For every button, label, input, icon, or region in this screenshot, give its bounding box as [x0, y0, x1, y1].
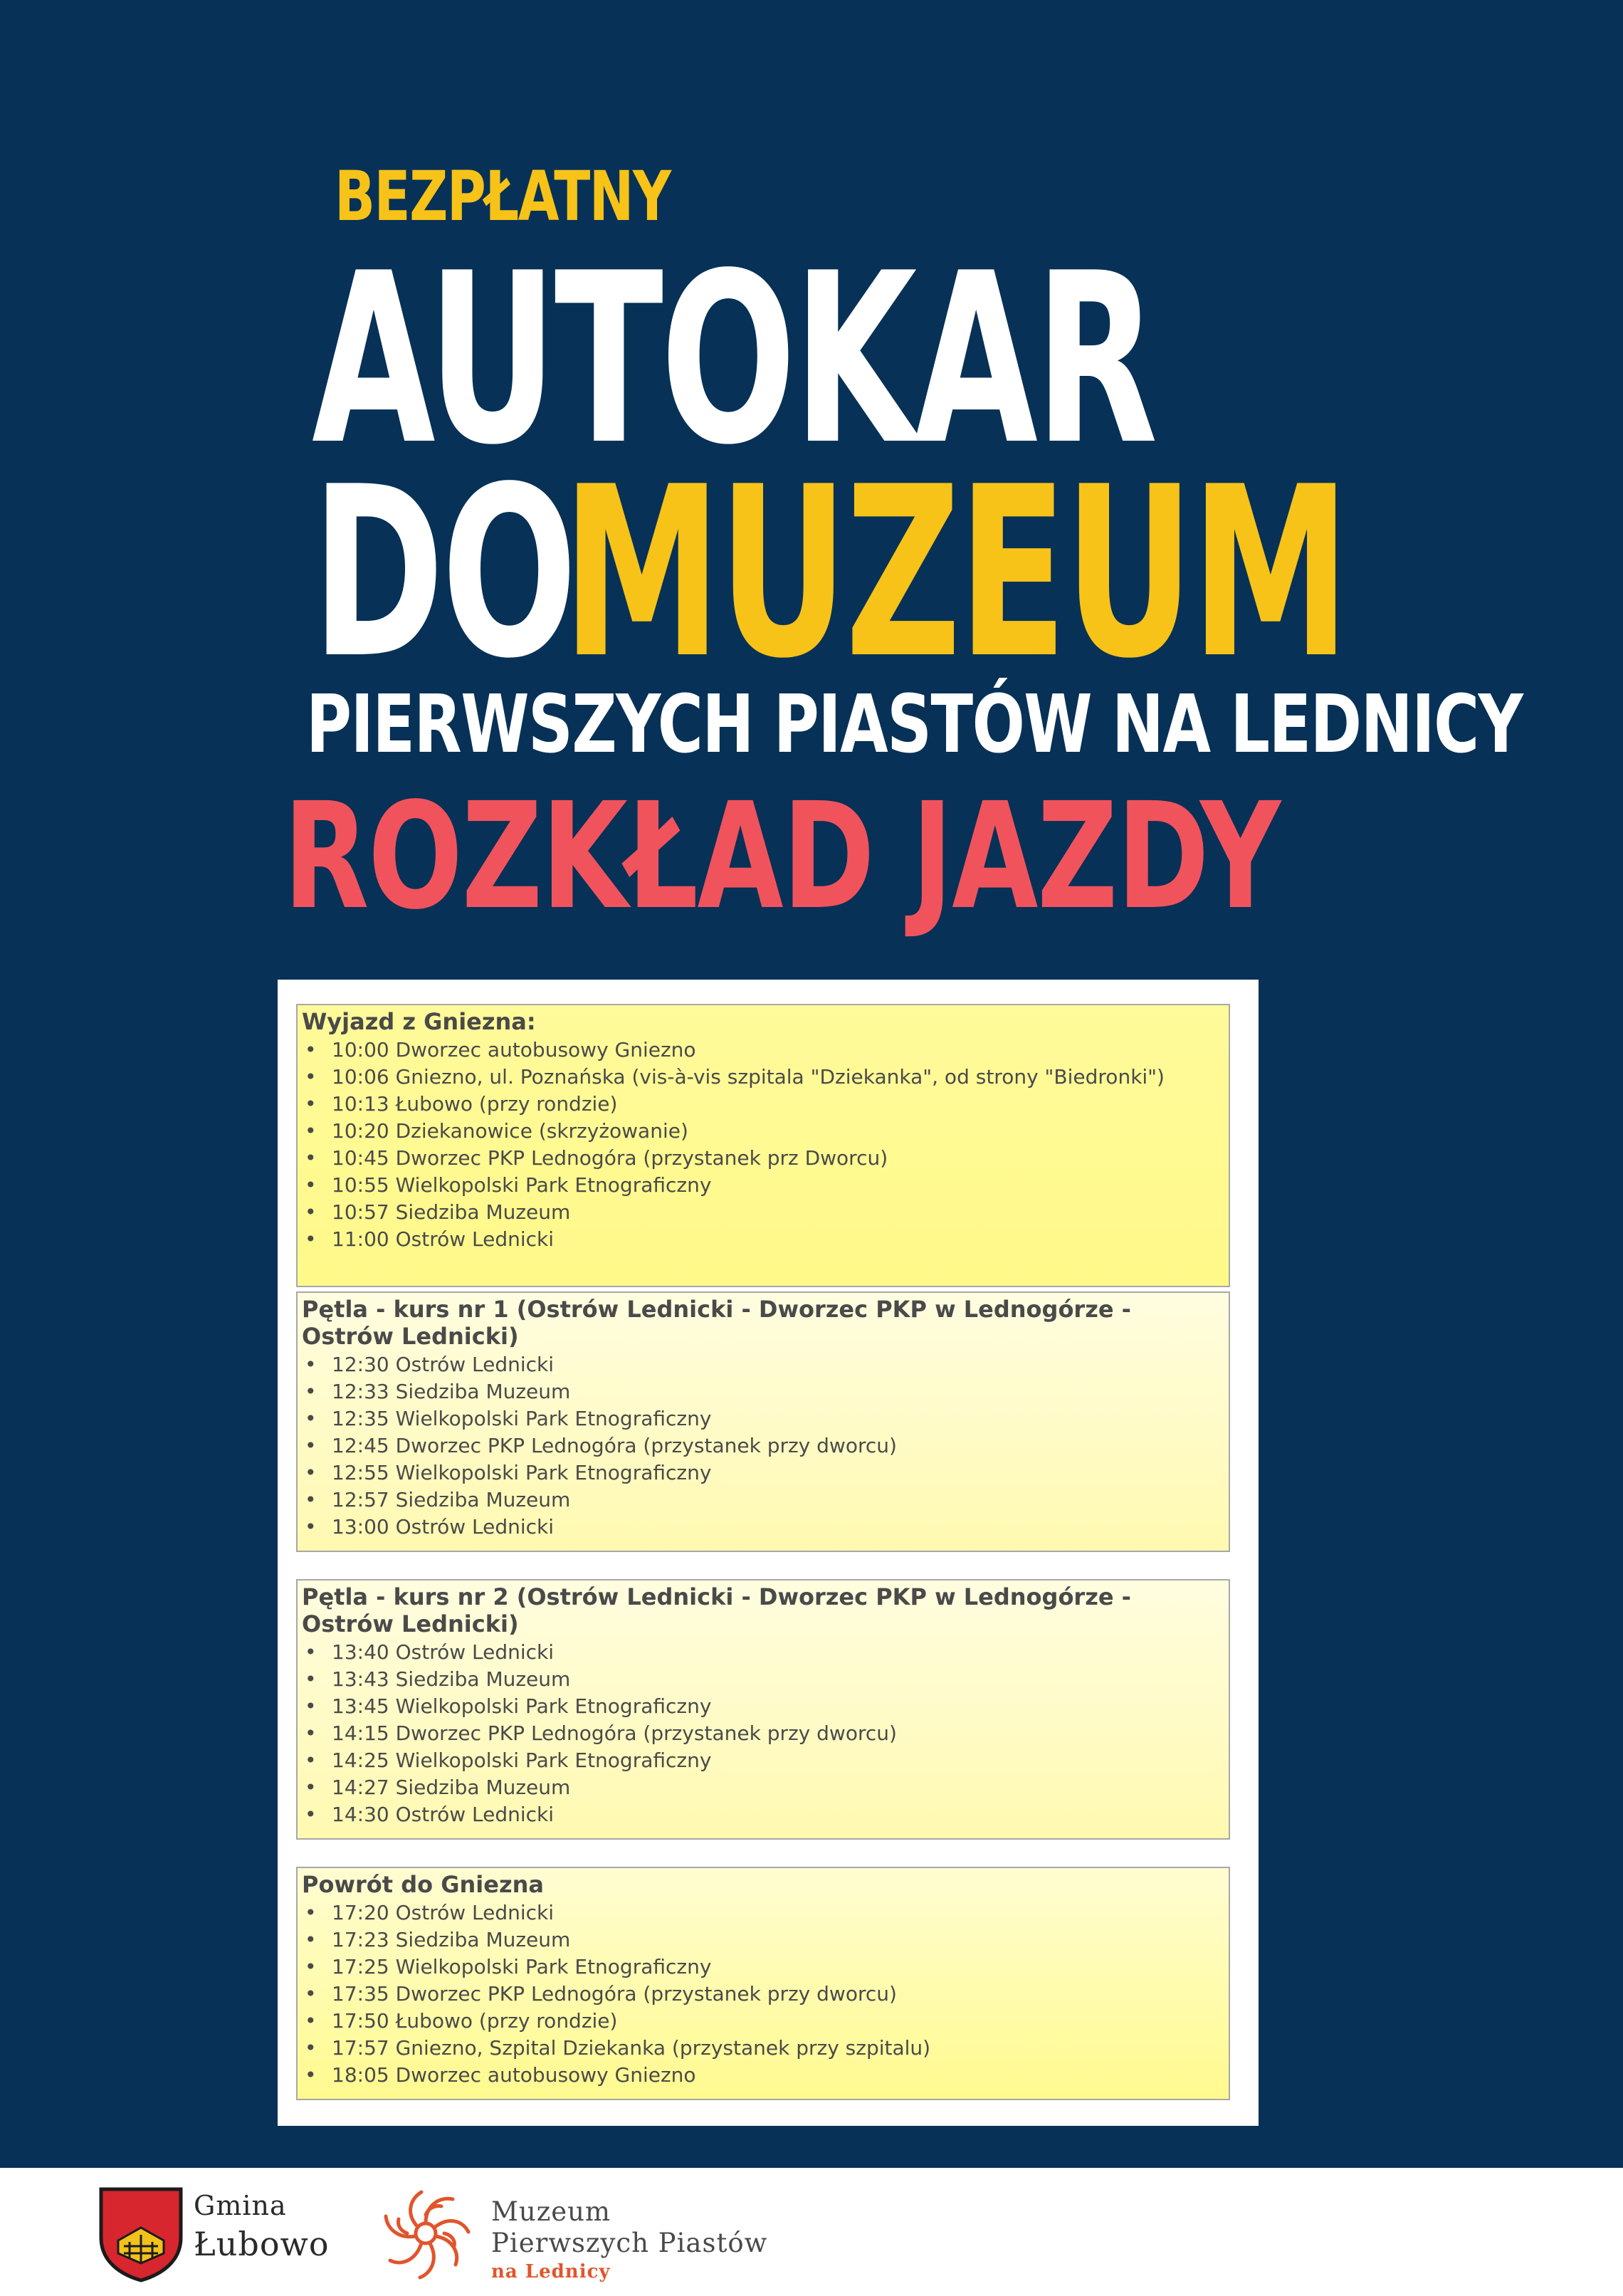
schedule-section-loop-1 — [296, 1291, 1230, 1552]
schedule-section-departure — [296, 1004, 1230, 1287]
gmina-name — [194, 2186, 330, 2263]
list-item: • 17:50 Łubowo (przy rondzie) — [302, 2008, 1224, 2035]
list-item: • 12:30 Ostrów Lednicki — [302, 1351, 1224, 1378]
schedule-section-return — [296, 1867, 1230, 2100]
list-item: • 10:20 Dziekanowice (skrzyżowanie) — [302, 1118, 1224, 1145]
coat-of-arms-icon — [97, 2185, 185, 2283]
muzeum-line-1: Muzeum — [491, 2196, 611, 2227]
list-item: • 12:33 Siedziba Muzeum — [302, 1378, 1224, 1405]
muzeum-name — [491, 2196, 767, 2285]
list-item: • 10:00 Dworzec autobusowy Gniezno — [302, 1037, 1224, 1064]
list-item: • 10:45 Dworzec PKP Lednogóra (przystanek prz Dworcu) — [302, 1145, 1224, 1172]
list-item: • 12:57 Siedziba Muzeum — [302, 1487, 1224, 1514]
list-item: • 17:23 Siedziba Muzeum — [302, 1927, 1224, 1954]
list-item: • 12:55 Wielkopolski Park Etnograficzny — [302, 1459, 1224, 1487]
list-item: • 10:55 Wielkopolski Park Etnograficzny — [302, 1172, 1224, 1199]
list-item: • 11:00 Ostrów Lednicki — [302, 1226, 1224, 1253]
list-item: • 14:15 Dworzec PKP Lednogóra (przystanek przy dworcu) — [302, 1720, 1224, 1747]
title-muzeum: MUZEUM — [562, 436, 1348, 710]
list-item: • 14:25 Wielkopolski Park Etnograficzny — [302, 1747, 1224, 1774]
list-item: • 10:57 Siedziba Muzeum — [302, 1199, 1224, 1226]
sun-spiral-logo-icon — [379, 2184, 473, 2283]
list-item: • 17:25 Wielkopolski Park Etnograficzny — [302, 1954, 1224, 1981]
stop-list — [302, 1037, 1224, 1253]
muzeum-line-3: na Lednicy — [491, 2261, 611, 2282]
list-item: • 13:40 Ostrów Lednicki — [302, 1639, 1224, 1666]
list-item: • 14:30 Ostrów Lednicki — [302, 1801, 1224, 1828]
title-rozklad-jazdy: ROZKŁAD JAZDY — [283, 771, 1280, 942]
stop-list — [302, 1639, 1224, 1828]
schedule-section-loop-2 — [296, 1579, 1230, 1840]
list-item: • 10:06 Gniezno, ul. Poznańska (vis-à-vis szpitala "Dziekanka", od strony "Biedronki") — [302, 1064, 1224, 1091]
title-pierwszych-piastow: PIERWSZYCH PIASTÓW NA LEDNICY — [306, 678, 1523, 771]
stop-list — [302, 1351, 1224, 1541]
list-item: • 14:27 Siedziba Muzeum — [302, 1774, 1224, 1801]
muzeum-line-2: Pierwszych Piastów — [491, 2228, 768, 2258]
section-title: Wyjazd z Gniezna: — [302, 1008, 536, 1035]
title-do: DO — [312, 436, 574, 710]
section-title: Pętla - kurs nr 1 (Ostrów Lednicki - Dworzec PKP w Lednogórze - Ostrów Lednicki) — [302, 1296, 1131, 1350]
list-item: • 18:05 Dworzec autobusowy Gniezno — [302, 2062, 1224, 2089]
gmina-line-1: Gmina — [194, 2190, 287, 2221]
headline — [0, 0, 1623, 968]
list-item: • 10:13 Łubowo (przy rondzie) — [302, 1091, 1224, 1118]
list-item: • 17:35 Dworzec PKP Lednogóra (przystanek przy dworcu) — [302, 1981, 1224, 2008]
list-item: • 13:45 Wielkopolski Park Etnograficzny — [302, 1693, 1224, 1720]
list-item: • 12:35 Wielkopolski Park Etnograficzny — [302, 1405, 1224, 1432]
footer — [0, 2168, 1623, 2296]
list-item: • 13:00 Ostrów Lednicki — [302, 1514, 1224, 1541]
schedule-panel — [278, 980, 1259, 2126]
list-item: • 17:20 Ostrów Lednicki — [302, 1899, 1224, 1927]
list-item: • 12:45 Dworzec PKP Lednogóra (przystanek przy dworcu) — [302, 1432, 1224, 1459]
subtitle-free: BEZPŁATNY — [335, 157, 671, 236]
stop-list — [302, 1899, 1224, 2089]
section-title: Powrót do Gniezna — [302, 1871, 544, 1898]
title-autokar: AUTOKAR — [312, 223, 1155, 496]
list-item: • 17:57 Gniezno, Szpital Dziekanka (przystanek przy szpitalu) — [302, 2035, 1224, 2062]
list-item: • 13:43 Siedziba Muzeum — [302, 1666, 1224, 1693]
gmina-line-2: Łubowo — [194, 2225, 330, 2263]
section-title: Pętla - kurs nr 2 (Ostrów Lednicki - Dworzec PKP w Lednogórze - Ostrów Lednicki) — [302, 1583, 1131, 1637]
